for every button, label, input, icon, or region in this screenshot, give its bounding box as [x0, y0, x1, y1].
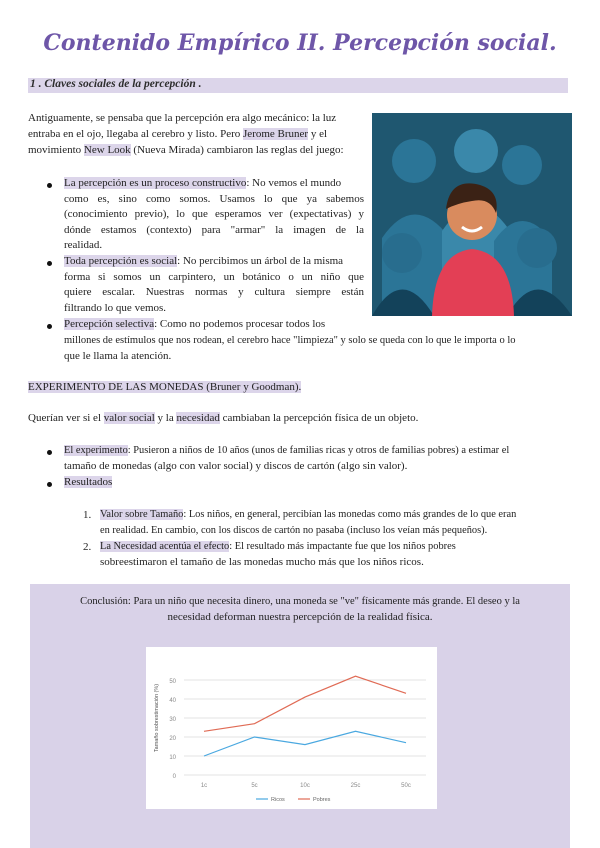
y-tick-label: 0 [172, 774, 176, 780]
conclusion-line: Conclusión: Para un niño que necesita dinero, una moneda se "ve" físicamente más grande. El deseo y la [80, 596, 520, 607]
bullet-text: como es, sino como somos. Usamos lo que ya sabemos [64, 192, 364, 205]
series-line-ricos [204, 731, 406, 756]
line-chart-svg [146, 647, 437, 809]
bullet-text: : Pusieron a niños de 10 años (unos de familias ricas y otros de familias pobres) a estimar el [127, 445, 510, 456]
legend-label: Ricos [271, 797, 285, 803]
x-tick-label: 1c [200, 783, 208, 789]
bullet-dot [47, 450, 52, 455]
people-illustration [372, 113, 572, 316]
x-tick-label: 25c [350, 783, 361, 789]
conclusion-text [40, 594, 560, 625]
experiment-heading-tail: (Bruner y Goodman). [203, 381, 302, 393]
intro-line-1: Antiguamente, se pensaba que la percepción era algo mecánico: la luz [28, 112, 337, 124]
bullet-selective-cont: que le llama la atención. [64, 350, 172, 362]
bullet-constructive [64, 176, 364, 254]
intro-text: entraba en el ojo, llegaba al cerebro y listo. Pero [28, 128, 244, 140]
bullet-dot [47, 324, 52, 329]
bullet-dot [47, 183, 52, 188]
bullet-text: forma si somos un carpintero, un botánico o un niño que [64, 270, 364, 283]
intro-text: y el [308, 128, 328, 140]
bullet-text: realidad. [64, 239, 103, 252]
y-tick-label: 40 [169, 698, 176, 704]
bullet-text: dónde estamos (contexto) para "armar" la imagen de la [64, 223, 364, 236]
bullet-results [64, 475, 112, 491]
question-text: cambiaban la percepción física de un objeto. [219, 412, 419, 424]
bullet-experiment [64, 443, 572, 459]
bruner-highlight: Jerome Bruner [243, 128, 309, 140]
intro-text: (Nueva Mirada) cambiaron las reglas del juego: [130, 144, 344, 156]
experiment-heading: EXPERIMENTO DE LAS MONEDAS [28, 381, 204, 393]
bullet-text: quiere escalar. Nuestras normas y cultura siempre están [64, 286, 364, 299]
intro-text: movimiento [28, 144, 84, 156]
section-heading: 1 . Claves sociales de la percepción . [30, 78, 202, 90]
bullet-dot [47, 482, 52, 487]
bullet-label: Percepción selectiva [64, 318, 155, 330]
bullet-dot [47, 261, 52, 266]
newlook-highlight: New Look [83, 144, 131, 156]
y-axis-label: Tamaño sobrestimación (%) [154, 683, 160, 753]
y-tick-label: 30 [169, 717, 176, 723]
x-tick-label: 5c [251, 783, 258, 789]
bullet-experiment-cont: tamaño de monedas (algo con valor social) y discos de cartón (algo sin valor). [64, 460, 408, 472]
result-2 [100, 539, 572, 555]
bullet-text: (conocimiento previo), lo que esperamos ver (expectativas) y [64, 208, 364, 221]
x-tick-label: 10c [300, 783, 310, 789]
result-1 [100, 507, 572, 523]
bullet-label: Resultados [64, 476, 113, 488]
series-line-pobres [204, 676, 406, 731]
experiment-heading-line [28, 380, 301, 396]
y-tick-label: 10 [169, 755, 176, 761]
bullet-text: : No percibimos un árbol de la misma [177, 255, 344, 267]
bullet-text: : Como no podemos procesar todos los [154, 318, 326, 330]
bullet-label: Toda percepción es social [64, 255, 178, 267]
intro-line-2 [28, 127, 364, 143]
valor-social-highlight: valor social [103, 412, 155, 424]
question-text: y la [154, 412, 177, 424]
section-heading-bar [28, 78, 568, 93]
experiment-question [28, 411, 418, 427]
bullet-text: : No vemos el mundo [246, 177, 342, 189]
question-text: Querían ver si el [28, 412, 104, 424]
page-title: Contenido Empírico II. Percepción social. [43, 30, 557, 56]
bullet-label: La percepción es un proceso constructivo [64, 177, 247, 189]
bullet-text: filtrando lo que vemos. [64, 301, 167, 314]
result-2-cont: sobreestimaron el tamaño de las monedas mucho más que los niños ricos. [100, 556, 424, 568]
people-illustration-svg [372, 113, 572, 316]
x-tick-label: 50c [401, 783, 411, 789]
conclusion-line: necesidad deforman nuestra percepción de la realidad física. [167, 610, 433, 623]
bullet-label: El experimento [64, 445, 128, 456]
result-1-cont: en realidad. En cambio, con los discos de cartón no pasaba (incluso los veían más pequeños). [100, 525, 488, 536]
result-number: 2. [83, 541, 92, 553]
legend-label: Pobres [313, 797, 331, 803]
result-text: : El resultado más impactante fue que los niños pobres [229, 541, 456, 552]
result-number: 1. [83, 509, 92, 521]
necesidad-highlight: necesidad [176, 412, 220, 424]
result-label: Valor sobre Tamaño [100, 509, 184, 520]
result-label: La Necesidad acentúa el efecto [100, 541, 230, 552]
bullet-selective [64, 317, 364, 333]
line-chart [146, 647, 437, 809]
intro-line-3 [28, 143, 364, 159]
bullet-selective-cont: millones de estímulos que nos rodean, el cerebro hace "limpieza" y solo se queda con lo que le importa o lo [64, 335, 516, 346]
result-text: : Los niños, en general, percibían las monedas como más grandes de lo que eran [183, 509, 517, 520]
bullet-social [64, 254, 364, 316]
y-tick-label: 50 [169, 679, 176, 685]
y-tick-label: 20 [169, 736, 176, 742]
